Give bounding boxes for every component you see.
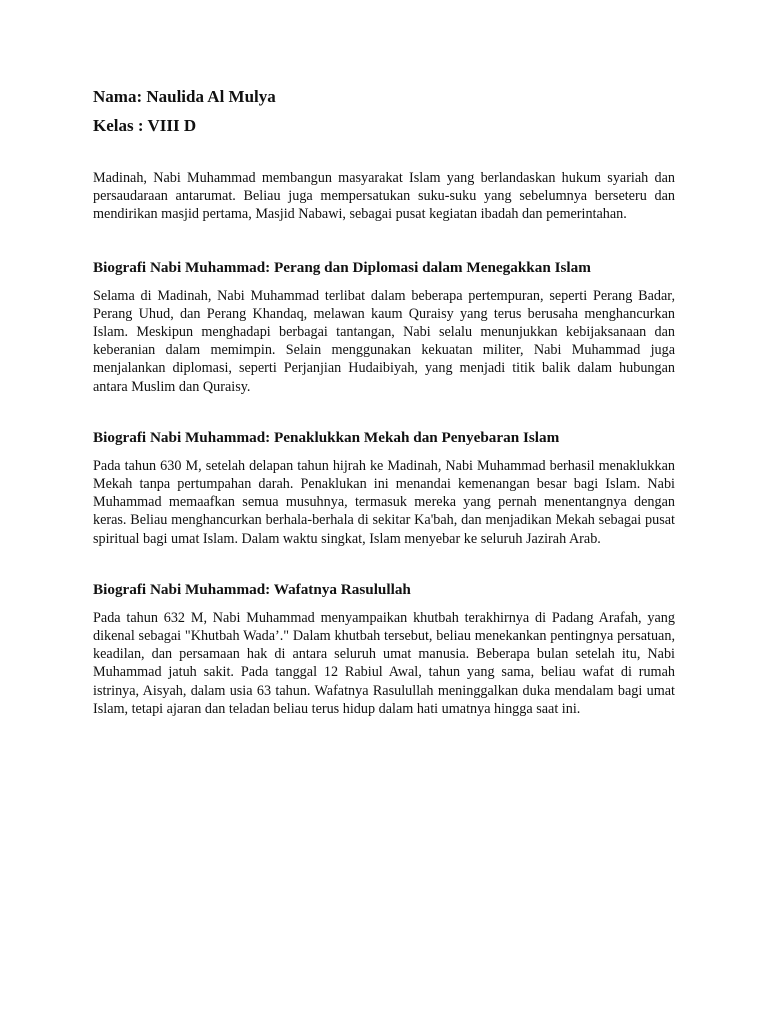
student-class: Kelas : VIII D <box>93 116 197 135</box>
section-paragraph: Selama di Madinah, Nabi Muhammad terlibat dalam beberapa pertempuran, seperti Perang Badar, Perang Uhud, dan Perang Khandaq, melawan kaum Quraisy yang terus berusaha menghancurkan Islam. Meskipun menghadapi berbagai tantangan, Nabi selalu menunjukkan kebijaksanaan dan keberanian dalam memimpin. Selain menggunakan kekuatan militer, Nabi Muhammad juga menjalankan diplomasi, seperti Perjanjian Hudaibiyah, yang menjadi titik balik dalam hubungan antara Muslim dan Quraisy. <box>93 287 675 395</box>
section-heading: Biografi Nabi Muhammad: Penaklukkan Mekah dan Penyebaran Islam <box>93 428 560 446</box>
section-heading: Biografi Nabi Muhammad: Perang dan Diplomasi dalam Menegakkan Islam <box>93 258 591 276</box>
document-page <box>93 86 675 750</box>
section-death <box>93 580 675 718</box>
section-heading: Biografi Nabi Muhammad: Wafatnya Rasulullah <box>93 580 411 598</box>
intro-paragraph: Madinah, Nabi Muhammad membangun masyarakat Islam yang berlandaskan hukum syariah dan persaudaraan antarumat. Beliau juga mempersatukan suku-suku yang sebelumnya berseteru dan mendirikan masjid pertama, Masjid Nabawi, sebagai pusat kegiatan ibadah dan pemerintahan. <box>93 170 675 223</box>
section-war-diplomacy <box>93 258 675 396</box>
section-paragraph: Pada tahun 630 M, setelah delapan tahun hijrah ke Madinah, Nabi Muhammad berhasil menaklukkan Mekah tanpa pertumpahan darah. Penaklukan ini menandai kemenangan besar bagi Islam. Nabi Muhammad memaafkan semua musuhnya, termasuk mereka yang pernah menentangnya dengan keras. Beliau menghancurkan berhala-berhala di sekitar Ka'bah, dan menjadikan Mekah sebagai pusat spiritual bagi umat Islam. Dalam waktu singkat, Islam menyebar ke seluruh Jazirah Arab. <box>93 457 675 547</box>
student-name: Nama: Naulida Al Mulya <box>93 87 276 106</box>
section-paragraph: Pada tahun 632 M, Nabi Muhammad menyampaikan khutbah terakhirnya di Padang Arafah, yang dikenal sebagai "Khutbah Wada’." Dalam khutbah tersebut, beliau menekankan pentingnya persatuan, keadilan, dan persamaan hak di antara seluruh umat manusia. Beberapa bulan setelah itu, Nabi Muhammad jatuh sakit. Pada tanggal 12 Rabiul Awal, tahun yang sama, beliau wafat di rumah istrinya, Aisyah, dalam usia 63 tahun. Wafatnya Rasulullah meninggalkan duka mendalam bagi umat Islam, tetapi ajaran dan teladan beliau terus hidup dalam hati umatnya hingga saat ini. <box>93 609 675 717</box>
section-conquest-mecca <box>93 428 675 548</box>
